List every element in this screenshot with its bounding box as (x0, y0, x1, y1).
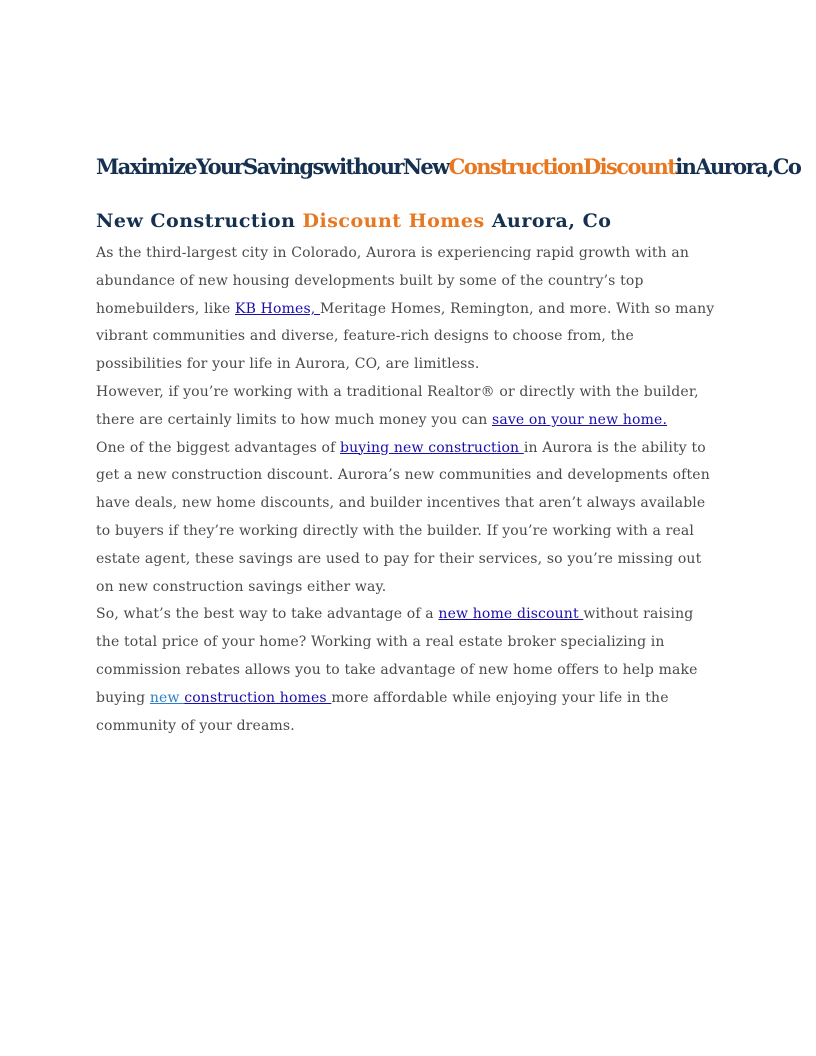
p1-text-1: As the third-largest city in Colorado, Aurora is experiencing rapid growth with an abundance of new housing developments built by some of the country’s top homebuilders, like (96, 245, 690, 317)
buying-new-construction-link[interactable]: buying new construction (340, 439, 524, 456)
p4-text-2: without raising the total price of your home? Working with a real estate broker specializing in commission rebates allows you to take advantage of new home offers to help make buying (96, 606, 698, 706)
paragraph-realtor (96, 379, 720, 435)
p4-text-3: more affordable while enjoying your life in the community of your dreams. (96, 689, 669, 734)
title-part-3: inAurora,Co (675, 154, 801, 179)
heading-highlight: Discount Homes (302, 210, 485, 232)
document-page (96, 150, 801, 740)
p4-text-1: So, what’s the best way to take advantage of a (96, 606, 439, 623)
page-title (96, 150, 801, 184)
heading-part-3: Aurora, Co (491, 210, 612, 232)
p3-text-2: in Aurora is the ability to get a new construction discount. Aurora’s new communities and developments often have deals, new home discounts, and builder incentives that aren’t always available to buyers if they’re working directly with the builder. If you’re working with a real estate agent, these savings are used to pay for their services, so you’re missing out on new construction savings either way. (96, 439, 710, 595)
new-construction-homes-link-start[interactable]: new (149, 689, 185, 706)
save-on-new-home-link[interactable]: save on your new home. (491, 411, 668, 428)
paragraph-best-way (96, 601, 720, 740)
new-home-discount-link[interactable]: new home discount (438, 606, 584, 623)
p1-text-2: Meritage Homes, Remington, and more. With so many vibrant communities and diverse, feature-rich designs to choose from, the possibilities for your life in Aurora, CO, are limitless. (96, 300, 715, 373)
p3-text-1: One of the biggest advantages of (96, 439, 341, 456)
section-heading (96, 206, 720, 236)
p2-text-1: However, if you’re working with a traditional Realtor® or directly with the builder, there are certainly limits to how much money you can (96, 383, 699, 428)
heading-part-1: New Construction (96, 210, 296, 232)
paragraph-intro (96, 240, 720, 379)
title-part-1: MaximizeYourSavingswithourNew (96, 154, 449, 179)
kb-homes-link[interactable]: KB Homes, (235, 300, 320, 317)
new-construction-homes-link-end[interactable]: construction homes (184, 689, 332, 706)
paragraph-advantages (96, 435, 720, 602)
title-highlight: ConstructionDiscount (448, 154, 676, 179)
